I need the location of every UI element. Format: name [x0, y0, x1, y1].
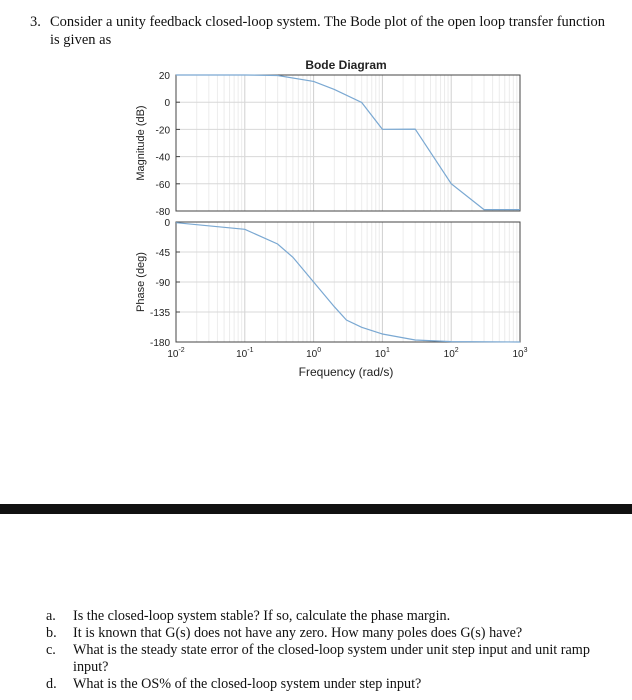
- x-tick-exponent: 0: [317, 347, 322, 354]
- x-tick-exponent: -2: [178, 347, 185, 354]
- x-tick-label: [512, 347, 527, 360]
- x-tick-exponent: 3: [523, 347, 528, 354]
- x-tick-exponent: 2: [454, 347, 459, 354]
- x-tick-label: [236, 347, 253, 360]
- x-tick-base: 10: [236, 349, 248, 360]
- page-separator: [0, 504, 632, 514]
- question-label: a.: [46, 608, 56, 624]
- x-tick-label: [306, 347, 321, 360]
- x-tick-base: 10: [443, 349, 455, 360]
- x-tick-base: 10: [167, 349, 179, 360]
- question-label: b.: [46, 625, 57, 641]
- question-text: What is the OS% of the closed-loop system under step input?: [73, 676, 422, 692]
- question-list: [46, 608, 606, 693]
- y-tick-label: 0: [164, 218, 170, 229]
- x-tick-label: [375, 347, 390, 360]
- x-tick-label: [444, 347, 459, 360]
- question-text: Is the closed-loop system stable? If so, calculate the phase margin.: [73, 608, 451, 624]
- y-tick-label: -90: [155, 278, 170, 289]
- question-text: What is the steady state error of the closed-loop system under unit step input and unit ramp input?: [73, 642, 590, 675]
- y-tick-label: -20: [155, 125, 170, 137]
- x-tick-exponent: 1: [386, 347, 390, 354]
- x-tick-base: 10: [374, 349, 387, 360]
- y-tick-label: 20: [158, 71, 170, 82]
- y-tick-label: -45: [155, 248, 170, 259]
- y-tick-label: -60: [155, 179, 170, 191]
- question-item: [46, 625, 606, 642]
- y-tick-label: -40: [155, 152, 170, 164]
- chart-title: Bode Diagram: [305, 58, 387, 72]
- magnitude-axis-label: Magnitude (dB): [135, 105, 147, 181]
- y-tick-label: -180: [149, 338, 170, 349]
- question-item: [46, 642, 606, 676]
- question-item: [46, 676, 606, 693]
- question-item: [46, 608, 606, 625]
- x-tick-labels: [167, 347, 527, 360]
- question-label: d.: [46, 676, 57, 692]
- y-tick-label: -135: [149, 308, 170, 319]
- x-tick-label: [167, 347, 184, 360]
- x-tick-base: 10: [306, 349, 318, 360]
- question-label: c.: [46, 642, 56, 658]
- magnitude-curve: [176, 75, 520, 210]
- x-axis-label: Frequency (rad/s): [298, 365, 394, 379]
- problem-number: 3.: [30, 14, 41, 30]
- phase-axis-label: Phase (deg): [135, 252, 147, 312]
- y-tick-label: 0: [164, 98, 170, 110]
- phase-plot: [135, 218, 520, 349]
- x-tick-exponent: -1: [247, 347, 254, 354]
- magnitude-plot: [135, 71, 520, 218]
- y-tick-label: -80: [155, 207, 170, 218]
- question-text: It is known that G(s) does not have any zero. How many poles does G(s) have?: [73, 625, 523, 641]
- problem-text: Consider a unity feedback closed-loop system. The Bode plot of the open loop transfer function is given as: [50, 14, 606, 48]
- x-tick-base: 10: [512, 349, 524, 360]
